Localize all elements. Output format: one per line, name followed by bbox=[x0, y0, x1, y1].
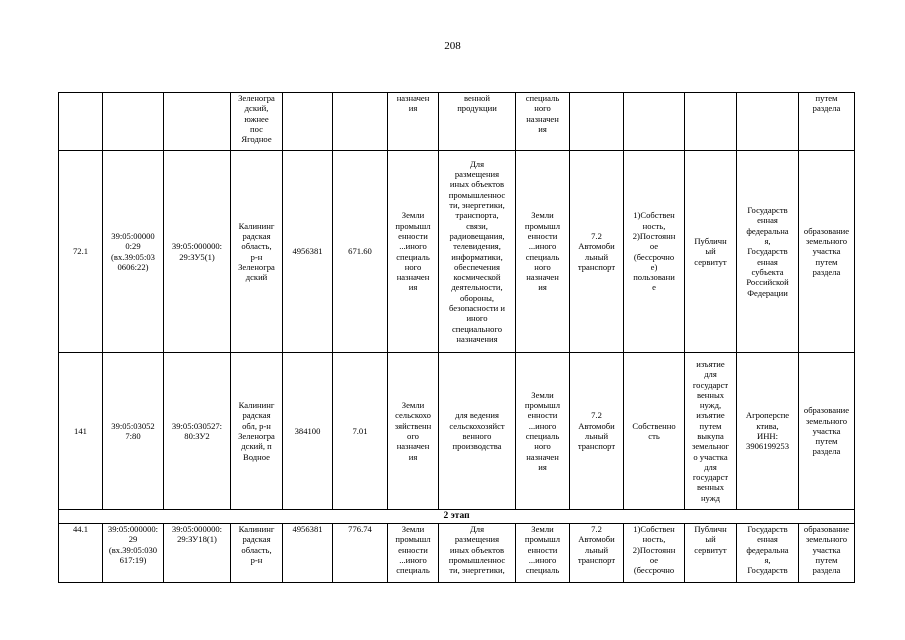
cell-text-line: 3906199253 bbox=[746, 441, 789, 452]
cell-text-line: назначен bbox=[526, 113, 559, 124]
cell-text-line: (вх.39:05:030 bbox=[108, 544, 158, 555]
cell-text-line: ...иного bbox=[528, 420, 557, 431]
cell-text-line: южнее bbox=[244, 113, 269, 124]
cell-text-line: для bbox=[704, 461, 717, 472]
cell-text-line: о участка bbox=[693, 451, 728, 462]
cell-text-line: специаль bbox=[396, 565, 430, 576]
cell-text-line: ия bbox=[538, 461, 547, 472]
table-cell bbox=[799, 93, 855, 151]
cell-text-line: ия bbox=[408, 451, 418, 462]
cell-text-line: изъятие bbox=[696, 410, 725, 421]
cell-text-line: Ягодное bbox=[241, 134, 272, 145]
table-cell bbox=[231, 93, 283, 151]
cell-text-line: Зеленогра bbox=[238, 93, 275, 103]
table-cell bbox=[624, 151, 685, 353]
cell-text-line: область, bbox=[241, 544, 272, 555]
cell-text-line: Государств bbox=[747, 246, 788, 257]
cell-text-line: енности bbox=[527, 410, 558, 421]
cell-text-line: Автомоби bbox=[578, 241, 615, 252]
cell-text-line: земельного bbox=[805, 236, 848, 247]
cell-text-line: 72.1 bbox=[72, 246, 89, 257]
cell-text-line: ти, энергетики, bbox=[449, 565, 505, 576]
cell-text-line: 39:05:00000 bbox=[111, 230, 155, 241]
cell-text-line: назначения bbox=[456, 333, 498, 344]
table-cell bbox=[333, 524, 388, 583]
cell-text-line: енная bbox=[757, 215, 778, 226]
cell-text-line: нужд bbox=[700, 492, 721, 503]
table-cell bbox=[103, 151, 164, 353]
land-plots-table bbox=[58, 92, 855, 583]
cell-text-line: радиовещания, bbox=[449, 230, 505, 241]
cell-text-line: 776.74 bbox=[348, 524, 372, 534]
cell-text-line: государст bbox=[692, 379, 729, 390]
table-cell bbox=[516, 93, 570, 151]
cell-text-line: ного bbox=[534, 261, 551, 272]
cell-text-line: транспорт bbox=[577, 554, 616, 565]
cell-text-line: размещения bbox=[454, 169, 500, 180]
cell-text-line: Зеленогра bbox=[238, 261, 275, 272]
cell-text-line: сервитут bbox=[694, 544, 727, 555]
cell-text-line: промышл bbox=[524, 534, 561, 545]
cell-text-line: Земли bbox=[531, 389, 554, 400]
cell-text-line: 384100 bbox=[294, 425, 321, 436]
table-cell bbox=[103, 524, 164, 583]
cell-text-line: связи, bbox=[466, 220, 488, 231]
table-cell bbox=[570, 524, 624, 583]
cell-text-line: Государств bbox=[747, 205, 788, 216]
cell-text-line: р-н bbox=[250, 554, 263, 565]
cell-text-line: сельскохозяйст bbox=[449, 420, 505, 431]
cell-text-line: Автомоби bbox=[578, 420, 615, 431]
cell-text-line: енная bbox=[757, 534, 778, 545]
table-cell bbox=[439, 93, 516, 151]
cell-text-line: транспорта, bbox=[455, 210, 499, 221]
cell-text-line: земельног bbox=[691, 441, 730, 452]
cell-text-line: Публичн bbox=[694, 236, 727, 247]
cell-text-line: 141 bbox=[74, 425, 87, 436]
cell-text-line: деятельности, bbox=[451, 282, 503, 293]
table-cell bbox=[59, 151, 103, 353]
cell-text-line: р-н bbox=[250, 251, 263, 262]
cell-text-line: ый bbox=[705, 534, 716, 545]
cell-text-line: льный bbox=[584, 251, 609, 262]
cell-text-line: 80:ЗУ2 bbox=[184, 431, 210, 441]
table-cell bbox=[624, 353, 685, 510]
cell-text-line: 7.2 bbox=[591, 524, 602, 534]
cell-text-line: венного bbox=[462, 431, 492, 441]
table-cell bbox=[283, 524, 333, 583]
table-row bbox=[59, 93, 855, 151]
table-cell bbox=[737, 353, 799, 510]
cell-text-line: ия bbox=[408, 282, 418, 293]
table-cell bbox=[624, 524, 685, 583]
cell-text-line: участка bbox=[812, 246, 841, 257]
cell-text-line: дский, bbox=[244, 103, 269, 114]
table-cell bbox=[164, 93, 231, 151]
cell-text-line: нужд, bbox=[699, 400, 722, 411]
cell-text-line: 4956381 bbox=[292, 246, 323, 257]
cell-text-line: ое bbox=[649, 241, 659, 252]
cell-text-line: продукции bbox=[457, 103, 497, 114]
table-cell bbox=[164, 353, 231, 510]
cell-text-line: образование bbox=[803, 225, 850, 236]
cell-text-line: промышл bbox=[395, 534, 431, 545]
cell-text-line: субъекта bbox=[751, 266, 784, 277]
table-cell bbox=[59, 353, 103, 510]
table-cell bbox=[516, 524, 570, 583]
cell-text-line: пользовани bbox=[633, 272, 675, 283]
cell-text-line: Собственно bbox=[632, 420, 676, 431]
table-cell bbox=[333, 151, 388, 353]
cell-text-line: 7.01 bbox=[352, 425, 368, 436]
cell-text-line: назначен bbox=[396, 441, 430, 452]
cell-text-line: 1)Собствен bbox=[633, 210, 675, 221]
cell-text-line: 671.60 bbox=[348, 246, 372, 257]
cell-text-line: назначен bbox=[526, 272, 559, 283]
cell-text-line: обл, р-н bbox=[242, 420, 271, 431]
cell-text-line: пос bbox=[250, 123, 263, 134]
cell-text-line: ного bbox=[534, 103, 551, 114]
cell-text-line: ия bbox=[538, 282, 547, 293]
table-cell bbox=[799, 353, 855, 510]
cell-text-line: 39:05:000000: bbox=[107, 524, 159, 534]
table-cell bbox=[231, 151, 283, 353]
cell-text-line: выкупа bbox=[697, 431, 724, 441]
cell-text-line: венной bbox=[464, 93, 490, 103]
cell-text-line: путем bbox=[815, 256, 838, 267]
cell-text-line: я, bbox=[764, 236, 771, 247]
cell-text-line: раздела bbox=[812, 266, 841, 277]
cell-text-line: телевидения, bbox=[453, 241, 501, 252]
cell-text-line: специального bbox=[451, 323, 503, 334]
cell-text-line: Публичн bbox=[694, 524, 727, 534]
cell-text-line: путем bbox=[815, 93, 838, 103]
cell-text-line: радская bbox=[242, 534, 271, 545]
cell-text-line: венных bbox=[696, 389, 725, 400]
table-cell bbox=[439, 151, 516, 353]
table-cell bbox=[737, 151, 799, 353]
table-cell bbox=[439, 524, 516, 583]
cell-text-line: промышл bbox=[524, 400, 561, 411]
table-cell bbox=[103, 93, 164, 151]
cell-text-line: специаль bbox=[396, 251, 430, 262]
cell-text-line: Земли bbox=[401, 210, 425, 221]
table-cell bbox=[570, 151, 624, 353]
table-cell bbox=[59, 93, 103, 151]
cell-text-line: ность, bbox=[642, 534, 666, 545]
cell-text-line: 2)Постоянн bbox=[632, 230, 676, 241]
cell-text-line: 2)Постоянн bbox=[632, 544, 676, 555]
cell-text-line: раздела bbox=[812, 446, 841, 457]
cell-text-line: Федерации bbox=[747, 287, 788, 298]
table-cell bbox=[624, 93, 685, 151]
table-cell bbox=[737, 93, 799, 151]
cell-text-line: радская bbox=[242, 230, 271, 241]
cell-text-line: специаль bbox=[525, 431, 560, 441]
cell-text-line: Земли bbox=[531, 524, 554, 534]
cell-text-line: путем bbox=[699, 420, 722, 431]
cell-text-line: дский, п bbox=[241, 441, 272, 452]
cell-text-line: образование bbox=[803, 405, 850, 416]
cell-text-line: Калининг bbox=[238, 524, 275, 534]
cell-text-line: участка bbox=[812, 425, 841, 436]
cell-text-line: льный bbox=[584, 431, 609, 441]
cell-text-line: енности bbox=[398, 544, 428, 555]
table-cell bbox=[799, 151, 855, 353]
cell-text-line: 617:19) bbox=[119, 554, 147, 565]
cell-text-line: (бессрочно bbox=[633, 251, 675, 262]
table-cell bbox=[799, 524, 855, 583]
table-cell bbox=[570, 93, 624, 151]
table-cell bbox=[685, 524, 737, 583]
cell-text-line: назначен bbox=[396, 93, 430, 103]
cell-text-line: Агроперспе bbox=[745, 410, 790, 421]
cell-text-line: венных bbox=[696, 482, 725, 493]
table-cell bbox=[103, 353, 164, 510]
cell-text-line: ИНН: bbox=[756, 431, 778, 441]
cell-text-line: ого bbox=[407, 431, 419, 441]
table-cell bbox=[283, 93, 333, 151]
cell-text-line: промышл bbox=[524, 220, 561, 231]
cell-text-line: промышленнос bbox=[448, 554, 506, 565]
cell-text-line: специаль bbox=[525, 93, 560, 103]
cell-text-line: ного bbox=[404, 261, 422, 272]
table-cell bbox=[685, 353, 737, 510]
cell-text-line: транспорт bbox=[577, 261, 616, 272]
cell-text-line: земельного bbox=[805, 415, 848, 426]
cell-text-line: льный bbox=[584, 544, 609, 555]
table-cell bbox=[516, 151, 570, 353]
cell-text-line: производства bbox=[452, 441, 502, 452]
cell-text-line: иного bbox=[466, 313, 488, 324]
cell-text-line: 29:ЗУ5(1) bbox=[179, 251, 215, 262]
cell-text-line: ктива, bbox=[756, 420, 779, 431]
cell-text-line: 7.2 bbox=[591, 230, 602, 241]
cell-text-line: енности bbox=[527, 230, 558, 241]
cell-text-line: ый bbox=[705, 246, 716, 257]
cell-text-line: земельного bbox=[805, 534, 848, 545]
cell-text-line: Земли bbox=[531, 210, 554, 221]
table-cell bbox=[164, 151, 231, 353]
cell-text-line: дский bbox=[245, 272, 268, 283]
page-number: 208 bbox=[444, 40, 461, 52]
cell-text-line: ия bbox=[538, 123, 547, 134]
cell-text-line: обеспечения bbox=[454, 261, 500, 272]
cell-text-line: назначен bbox=[526, 451, 559, 462]
table-cell bbox=[439, 353, 516, 510]
cell-text-line: специаль bbox=[525, 565, 560, 576]
table-cell bbox=[231, 353, 283, 510]
table-row bbox=[59, 524, 855, 583]
table-cell bbox=[685, 93, 737, 151]
cell-text-line: Земли bbox=[401, 524, 425, 534]
table-cell bbox=[570, 353, 624, 510]
cell-text-line: Земли bbox=[401, 400, 425, 411]
cell-text-line: специаль bbox=[525, 251, 560, 262]
cell-text-line: ия bbox=[408, 103, 418, 114]
cell-text-line: ...иного bbox=[399, 554, 427, 565]
cell-text-line: сельскохо bbox=[395, 410, 431, 421]
cell-text-line: сервитут bbox=[694, 256, 727, 267]
cell-text-line: Автомоби bbox=[578, 534, 615, 545]
cell-text-line: изъятие bbox=[696, 358, 725, 369]
table-cell bbox=[164, 524, 231, 583]
cell-text-line: (бессрочно bbox=[633, 565, 675, 576]
cell-text-line: ...иного bbox=[399, 241, 427, 252]
cell-text-line: путем bbox=[815, 554, 838, 565]
cell-text-line: промышленнос bbox=[448, 189, 506, 200]
cell-text-line: е) bbox=[650, 261, 658, 272]
cell-text-line: ного bbox=[534, 441, 551, 452]
cell-text-line: федеральна bbox=[746, 544, 789, 555]
cell-text-line: Водное bbox=[243, 451, 270, 462]
table-cell bbox=[333, 93, 388, 151]
cell-text-line: зяйственн bbox=[394, 420, 432, 431]
cell-text-line: радская bbox=[242, 410, 271, 421]
stage-title: 2 этап bbox=[59, 510, 855, 524]
table-cell bbox=[737, 524, 799, 583]
table-row bbox=[59, 151, 855, 353]
cell-text-line: 39:05:000000: bbox=[171, 524, 223, 534]
cell-text-line: енности bbox=[398, 230, 428, 241]
cell-text-line: образование bbox=[803, 524, 850, 534]
cell-text-line: (вх.39:05:03 bbox=[111, 251, 155, 262]
cell-text-line: ...иного bbox=[528, 241, 557, 252]
cell-text-line: ое bbox=[649, 554, 659, 565]
cell-text-line: раздела bbox=[812, 565, 841, 576]
cell-text-line: транспорт bbox=[577, 441, 616, 452]
cell-text-line: 0:29 bbox=[125, 241, 141, 252]
table-cell bbox=[231, 524, 283, 583]
cell-text-line: Российской bbox=[746, 277, 789, 288]
stage-row bbox=[59, 510, 855, 524]
cell-text-line: я, bbox=[764, 554, 771, 565]
cell-text-line: 29:ЗУ18(1) bbox=[177, 534, 217, 545]
table-row bbox=[59, 353, 855, 510]
cell-text-line: Калининг bbox=[238, 220, 275, 231]
cell-text-line: енная bbox=[757, 256, 778, 267]
cell-text-line: ...иного bbox=[528, 554, 557, 565]
cell-text-line: ти, энергетики, bbox=[449, 200, 505, 211]
table-cell bbox=[685, 151, 737, 353]
cell-text-line: промышл bbox=[395, 220, 431, 231]
cell-text-line: Зеленогра bbox=[238, 431, 275, 441]
table-cell bbox=[333, 353, 388, 510]
cell-text-line: е bbox=[652, 282, 656, 293]
cell-text-line: информатики, bbox=[451, 251, 503, 262]
cell-text-line: федеральна bbox=[746, 225, 789, 236]
cell-text-line: для ведения bbox=[455, 410, 499, 421]
cell-text-line: Государств bbox=[747, 565, 788, 576]
table-cell bbox=[388, 151, 439, 353]
cell-text-line: путем bbox=[815, 436, 838, 447]
cell-text-line: государст bbox=[692, 472, 729, 483]
cell-text-line: 7.2 bbox=[591, 410, 602, 421]
cell-text-line: 1)Собствен bbox=[633, 524, 675, 534]
cell-text-line: 44.1 bbox=[72, 524, 89, 534]
table-cell bbox=[283, 151, 333, 353]
cell-text-line: 29 bbox=[128, 534, 138, 545]
cell-text-line: Калининг bbox=[238, 400, 275, 411]
cell-text-line: обороны, bbox=[459, 292, 495, 303]
table-cell bbox=[388, 353, 439, 510]
cell-text-line: для bbox=[704, 369, 717, 380]
cell-text-line: раздела bbox=[812, 103, 841, 114]
cell-text-line: Для bbox=[469, 524, 485, 534]
cell-text-line: безопасности и bbox=[448, 302, 506, 313]
cell-text-line: участка bbox=[812, 544, 841, 555]
cell-text-line: Для bbox=[469, 158, 485, 169]
table-cell bbox=[283, 353, 333, 510]
cell-text-line: сть bbox=[648, 431, 660, 441]
cell-text-line: иных объектов bbox=[449, 544, 505, 555]
cell-text-line: 4956381 bbox=[292, 524, 323, 534]
table-cell bbox=[59, 524, 103, 583]
cell-text-line: назначен bbox=[396, 272, 430, 283]
cell-text-line: размещения bbox=[454, 534, 500, 545]
table-cell bbox=[388, 93, 439, 151]
cell-text-line: космической bbox=[453, 272, 501, 283]
cell-text-line: 0606:22) bbox=[117, 261, 149, 272]
cell-text-line: енности bbox=[527, 544, 558, 555]
table-cell bbox=[516, 353, 570, 510]
table-cell bbox=[388, 524, 439, 583]
cell-text-line: 39:05:03052 bbox=[111, 420, 155, 431]
cell-text-line: область, bbox=[241, 241, 272, 252]
cell-text-line: иных объектов bbox=[449, 179, 505, 190]
cell-text-line: 39:05:000000: bbox=[171, 241, 223, 252]
cell-text-line: 39:05:030527: bbox=[171, 420, 223, 431]
cell-text-line: Государств bbox=[747, 524, 788, 534]
cell-text-line: 7:80 bbox=[125, 431, 141, 441]
cell-text-line: ность, bbox=[642, 220, 666, 231]
